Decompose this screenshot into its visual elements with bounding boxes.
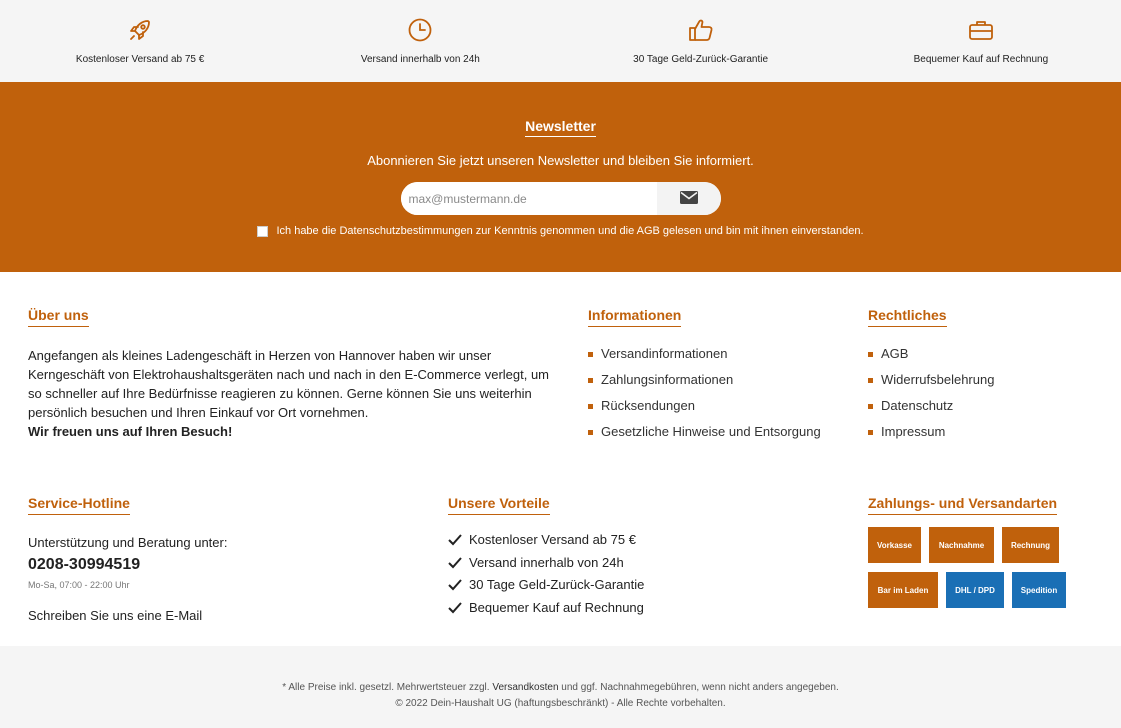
legal-link-impressum[interactable] [868,424,994,450]
hotline-section [28,495,227,623]
about-text: Angefangen als kleines Ladengeschäft in Herzen von Hannover haben wir unser Kerngeschäft von Elektrohaushaltsgeräten nach und nach in den E-Commerce verlegt, um so schneller auf Ihre Bedürfnisse reagieren zu können. Gerne können Sie uns weiterhin persönlich besuchen und Ihren Einkauf vor Ort vornehmen. [28,348,550,420]
bullet-icon [868,378,873,383]
about-title: Über uns [28,307,89,327]
checkmark-icon [448,602,462,614]
link-label: Zahlungsinformationen [601,372,734,387]
bottom-bar [0,646,1121,728]
usp-item [841,0,1121,82]
advantage-item [448,532,644,555]
advantages-section [448,495,644,622]
thumbs-up-icon [687,16,715,44]
bullet-icon [868,352,873,357]
bullet-icon [588,430,593,435]
info-section [588,307,821,450]
hotline-title: Service-Hotline [28,495,130,515]
legal-link-datenschutz[interactable] [868,398,994,424]
consent-checkbox[interactable] [257,226,268,237]
payment-badge-nachnahme: Nachnahme [929,527,994,563]
payment-title: Zahlungs- und Versandarten [868,495,1057,515]
about-closing: Wir freuen uns auf Ihren Besuch! [28,424,233,439]
advantage-item [448,555,644,578]
legal-title: Rechtliches [868,307,947,327]
consent-label: Ich habe die Datenschutzbestimmungen zur Kenntnis genommen und die AGB gelesen und bin mit ihnen einverstanden. [276,225,864,237]
payment-methods [868,527,1068,608]
legal-link-agb[interactable] [868,346,994,372]
usp-item [280,0,560,82]
rocket-icon [126,16,154,44]
checkmark-icon [448,534,462,546]
info-link-versand[interactable] [588,346,821,372]
link-label: Gesetzliche Hinweise und Entsorgung [601,424,821,439]
usp-label: Versand innerhalb von 24h [360,54,480,65]
usp-item [561,0,841,82]
link-label: Datenschutz [881,398,954,413]
advantage-label: Versand innerhalb von 24h [469,554,624,570]
about-section [28,307,558,441]
link-label: Impressum [881,424,946,439]
email-link[interactable]: Schreiben Sie uns eine E-Mail [28,608,203,623]
link-label: Versandinformationen [601,346,728,361]
advantage-item [448,577,644,600]
price-notice-suffix: und ggf. Nachnahmegebühren, wenn nicht anders angegeben. [561,682,839,693]
price-notice [0,680,1121,696]
shipping-costs-link[interactable]: Versandkosten [492,682,559,693]
newsletter-submit-button[interactable] [657,182,721,215]
price-notice-prefix: * Alle Preise inkl. gesetzl. Mehrwertsteuer zzgl. [282,682,490,693]
newsletter-form [401,182,721,215]
usp-label: Kostenloser Versand ab 75 € [75,54,205,65]
payment-badge-bar-im-laden: Bar im Laden [868,572,938,608]
info-link-ruecksendungen[interactable] [588,398,821,424]
newsletter-section [0,82,1121,272]
payment-badge-vorkasse: Vorkasse [868,527,921,563]
bullet-icon [588,352,593,357]
envelope-icon [680,191,698,207]
shipping-badge-dhl-dpd: DHL / DPD [946,572,1004,608]
hotline-phone[interactable]: 0208-30994519 [28,556,141,573]
advantages-title: Unsere Vorteile [448,495,550,515]
checkmark-icon [448,579,462,591]
bullet-icon [588,378,593,383]
briefcase-icon [967,16,995,44]
bullet-icon [868,404,873,409]
link-label: Rücksendungen [601,398,695,413]
copyright: © 2022 Dein-Haushalt UG (haftungsbeschränkt) - Alle Rechte vorbehalten. [395,698,726,709]
usp-label: 30 Tage Geld-Zurück-Garantie [633,54,769,65]
bullet-icon [868,430,873,435]
clock-icon [406,16,434,44]
link-label: Widerrufsbelehrung [881,372,995,387]
hotline-subtitle: Unterstützung und Beratung unter: [28,535,228,550]
newsletter-consent [0,225,1121,237]
shipping-badge-spedition: Spedition [1012,572,1066,608]
info-link-hinweise[interactable] [588,424,821,450]
info-title: Informationen [588,307,681,327]
newsletter-title: Newsletter [525,118,596,137]
info-link-zahlung[interactable] [588,372,821,398]
advantage-label: Kostenloser Versand ab 75 € [469,532,636,547]
checkmark-icon [448,557,462,569]
payment-section [868,495,1068,617]
advantage-item [448,600,644,623]
footer-sections [0,272,1121,647]
advantage-label: Bequemer Kauf auf Rechnung [469,599,644,615]
newsletter-subtitle: Abonnieren Sie jetzt unseren Newsletter und bleiben Sie informiert. [367,153,754,168]
payment-badge-rechnung: Rechnung [1002,527,1059,563]
legal-section [868,307,994,450]
newsletter-email-input[interactable] [401,182,657,215]
usp-item [0,0,280,82]
usp-bar [0,0,1121,82]
link-label: AGB [881,346,909,361]
advantage-label: 30 Tage Geld-Zurück-Garantie [469,577,645,592]
legal-link-widerruf[interactable] [868,372,994,398]
bullet-icon [588,404,593,409]
hotline-hours: Mo-Sa, 07:00 - 22:00 Uhr [28,580,130,590]
usp-label: Bequemer Kauf auf Rechnung [913,54,1049,65]
